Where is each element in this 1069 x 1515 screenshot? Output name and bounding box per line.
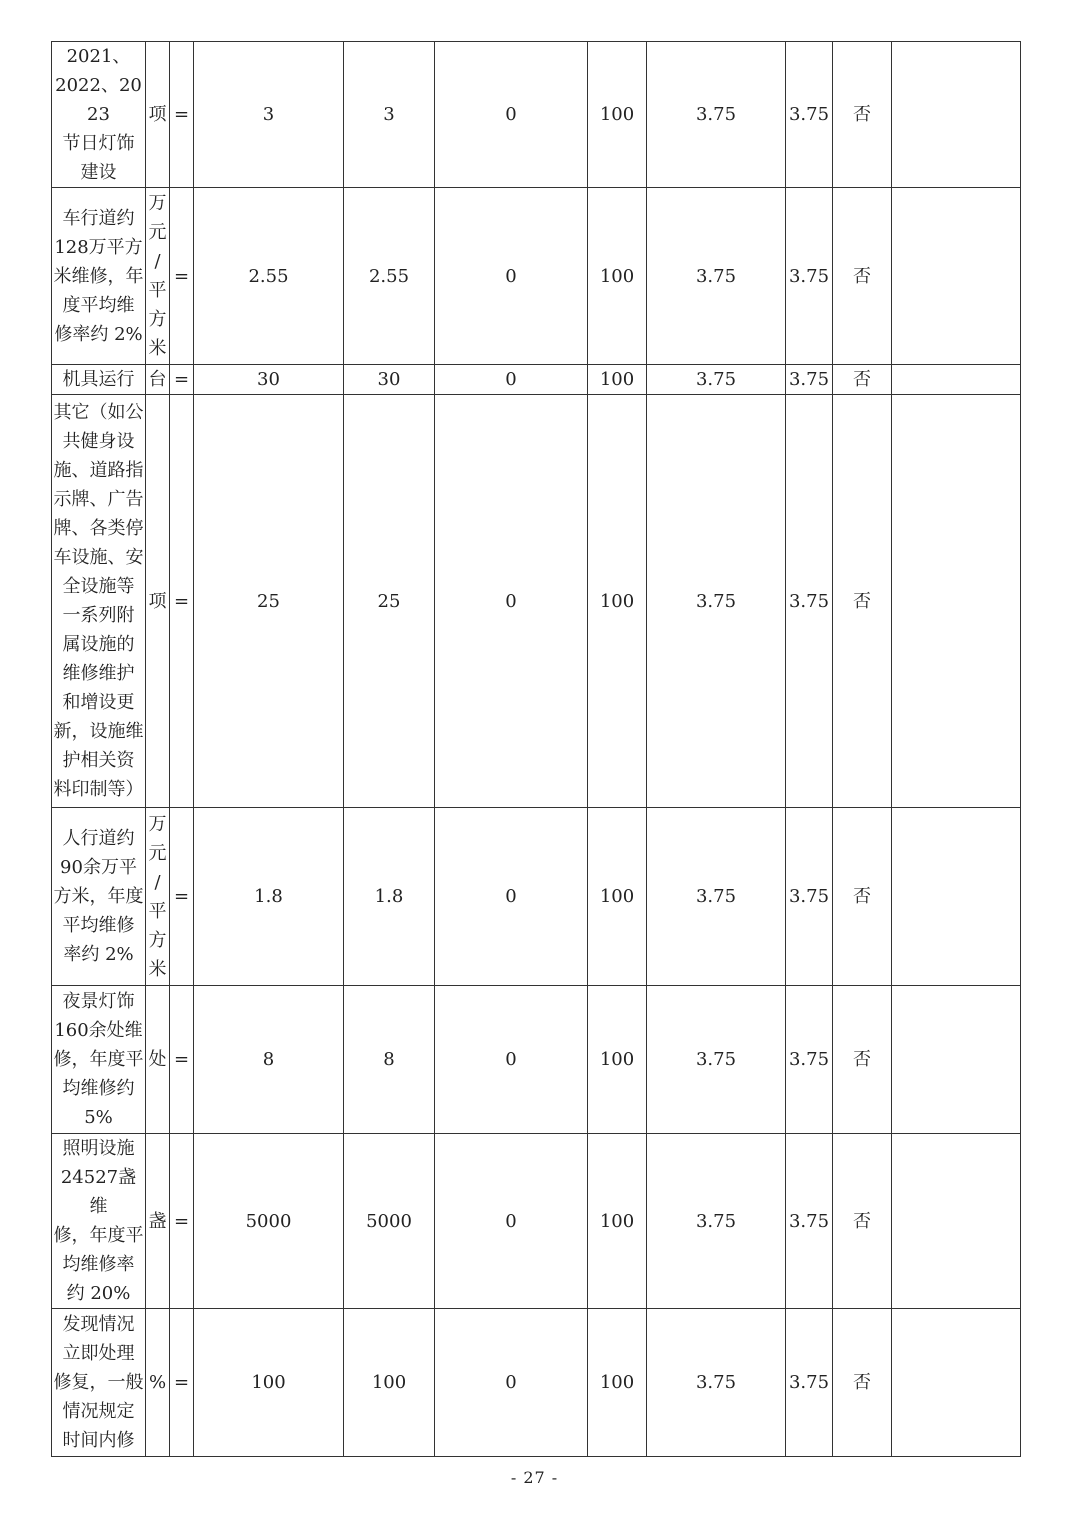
indicator-description-cell: 照明设施 24527盏维 修，年度平 均维修率 约 20%: [52, 1134, 146, 1309]
note-cell: [892, 188, 1021, 365]
flag-cell: 否: [833, 365, 892, 395]
note-cell: [892, 365, 1021, 395]
completion-rate-cell: 100: [588, 808, 647, 986]
table-row: [52, 986, 1021, 1134]
flag-cell: 否: [833, 1309, 892, 1457]
target-value-cell: 5000: [194, 1134, 344, 1309]
score-cell: 3.75: [786, 395, 833, 808]
deviation-cell: 0: [435, 1309, 588, 1457]
target-value-cell: 1.8: [194, 808, 344, 986]
weight-cell: 3.75: [647, 395, 786, 808]
table-row: [52, 395, 1021, 808]
unit-cell: %: [146, 1309, 170, 1457]
deviation-cell: 0: [435, 986, 588, 1134]
indicator-description-cell: 人行道约 90余万平 方米，年度 平均维修 率约 2%: [52, 808, 146, 986]
actual-value-cell: 5000: [344, 1134, 435, 1309]
deviation-cell: 0: [435, 365, 588, 395]
operator-cell: =: [170, 188, 194, 365]
indicator-description-cell: 2021、 2022、2023 节日灯饰 建设: [52, 42, 146, 188]
operator-cell: =: [170, 365, 194, 395]
weight-cell: 3.75: [647, 42, 786, 188]
score-cell: 3.75: [786, 808, 833, 986]
operator-cell: =: [170, 42, 194, 188]
actual-value-cell: 3: [344, 42, 435, 188]
note-cell: [892, 808, 1021, 986]
operator-cell: =: [170, 395, 194, 808]
table-row: [52, 808, 1021, 986]
deviation-cell: 0: [435, 808, 588, 986]
score-cell: 3.75: [786, 986, 833, 1134]
table-row: [52, 1134, 1021, 1309]
completion-rate-cell: 100: [588, 1309, 647, 1457]
operator-cell: =: [170, 1309, 194, 1457]
completion-rate-cell: 100: [588, 395, 647, 808]
flag-cell: 否: [833, 188, 892, 365]
table-row: [52, 188, 1021, 365]
operator-cell: =: [170, 1134, 194, 1309]
score-cell: 3.75: [786, 42, 833, 188]
note-cell: [892, 1134, 1021, 1309]
weight-cell: 3.75: [647, 1309, 786, 1457]
unit-cell: 万 元 / 平 方 米: [146, 188, 170, 365]
unit-cell: 项: [146, 42, 170, 188]
deviation-cell: 0: [435, 1134, 588, 1309]
table-row: [52, 1309, 1021, 1457]
weight-cell: 3.75: [647, 188, 786, 365]
deviation-cell: 0: [435, 395, 588, 808]
unit-cell: 处: [146, 986, 170, 1134]
unit-cell: 项: [146, 395, 170, 808]
target-value-cell: 25: [194, 395, 344, 808]
indicator-description-cell: 车行道约 128万平方 米维修，年 度平均维 修率约 2%: [52, 188, 146, 365]
indicator-description-cell: 其它（如公 共健身设 施、道路指 示牌、广告 牌、各类停 车设施、安 全设施等 一系列附 属设施的 维修维护 和增设更 新，设施维 护相关资 料印制等）: [52, 395, 146, 808]
indicator-description-cell: 机具运行: [52, 365, 146, 395]
completion-rate-cell: 100: [588, 188, 647, 365]
unit-cell: 万 元 / 平 方 米: [146, 808, 170, 986]
weight-cell: 3.75: [647, 808, 786, 986]
deviation-cell: 0: [435, 42, 588, 188]
actual-value-cell: 100: [344, 1309, 435, 1457]
weight-cell: 3.75: [647, 365, 786, 395]
indicator-description-cell: 发现情况 立即处理 修复，一般 情况规定 时间内修: [52, 1309, 146, 1457]
actual-value-cell: 8: [344, 986, 435, 1134]
page-number: - 27 -: [510, 1468, 559, 1487]
actual-value-cell: 25: [344, 395, 435, 808]
weight-cell: 3.75: [647, 986, 786, 1134]
actual-value-cell: 30: [344, 365, 435, 395]
table-row: [52, 365, 1021, 395]
note-cell: [892, 1309, 1021, 1457]
score-cell: 3.75: [786, 1309, 833, 1457]
unit-cell: 台: [146, 365, 170, 395]
table-row: [52, 42, 1021, 188]
target-value-cell: 3: [194, 42, 344, 188]
score-cell: 3.75: [786, 188, 833, 365]
unit-cell: 盏: [146, 1134, 170, 1309]
completion-rate-cell: 100: [588, 1134, 647, 1309]
note-cell: [892, 42, 1021, 188]
completion-rate-cell: 100: [588, 365, 647, 395]
note-cell: [892, 395, 1021, 808]
target-value-cell: 8: [194, 986, 344, 1134]
completion-rate-cell: 100: [588, 986, 647, 1134]
operator-cell: =: [170, 986, 194, 1134]
target-value-cell: 100: [194, 1309, 344, 1457]
score-cell: 3.75: [786, 1134, 833, 1309]
weight-cell: 3.75: [647, 1134, 786, 1309]
flag-cell: 否: [833, 986, 892, 1134]
target-value-cell: 30: [194, 365, 344, 395]
score-cell: 3.75: [786, 365, 833, 395]
target-value-cell: 2.55: [194, 188, 344, 365]
performance-table: [51, 41, 1021, 1457]
completion-rate-cell: 100: [588, 42, 647, 188]
operator-cell: =: [170, 808, 194, 986]
actual-value-cell: 2.55: [344, 188, 435, 365]
actual-value-cell: 1.8: [344, 808, 435, 986]
deviation-cell: 0: [435, 188, 588, 365]
note-cell: [892, 986, 1021, 1134]
indicator-description-cell: 夜景灯饰 160余处维 修，年度平 均维修约 5%: [52, 986, 146, 1134]
flag-cell: 否: [833, 42, 892, 188]
flag-cell: 否: [833, 808, 892, 986]
flag-cell: 否: [833, 395, 892, 808]
flag-cell: 否: [833, 1134, 892, 1309]
